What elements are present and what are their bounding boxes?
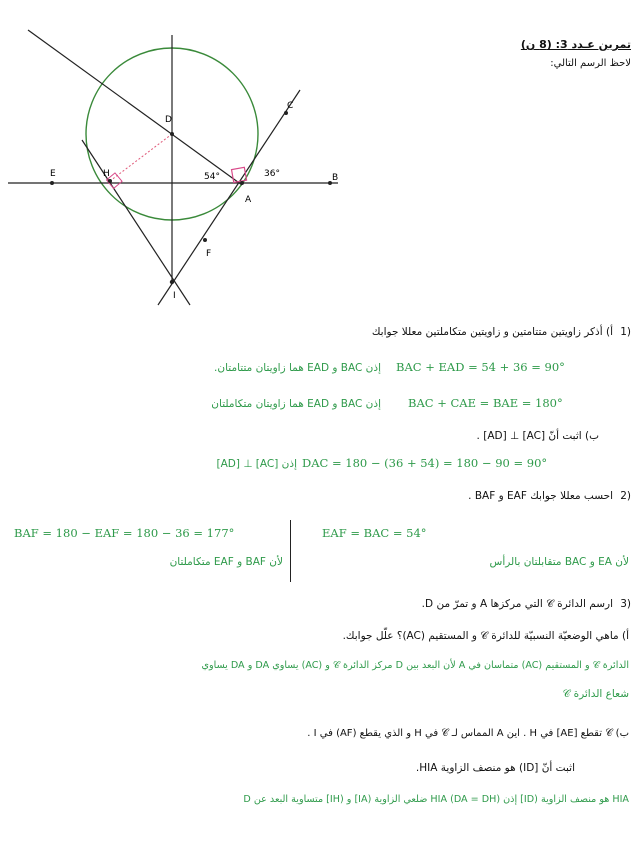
point-E [50, 181, 54, 185]
q2-question: احسب معللا جوابك EAF و BAF . [468, 490, 613, 502]
q3a-answer-line1: الدائرة 𝒞 و المستقيم (AC) متماسان في A لأن البعد بين D مركز الدائرة 𝒞 و (AC) يساوي DA و DA يساوي [201, 660, 629, 671]
q1b-question: ب) اثبت أنّ [AC] ⊥ [AD] . [476, 430, 599, 442]
q2-left-math: BAF = 180 − EAF = 180 − 36 = 177° [14, 526, 235, 540]
q1-number: 1) [620, 326, 631, 338]
q3b-sub: اثبت أنّ [ID) هو منصف الزاوية HIA. [415, 762, 575, 774]
line-IH [82, 140, 190, 305]
exercise-title: تمرين عـدد 3: (8 ن) [520, 38, 631, 51]
point-A [240, 181, 244, 185]
point-I [170, 280, 174, 284]
label-angle1: 54° [204, 172, 220, 182]
q3b-answer: D متساوية البعد عن [IH) و [IA) ضلعي الزاوية HIA (DA = DH) إذن [ID) هو منصف الزاوية HIA [243, 794, 629, 805]
label-angle2: 36° [264, 169, 280, 179]
q2-right-math: EAF = BAC = 54° [322, 526, 427, 540]
point-F [203, 238, 207, 242]
q1b-answer-text: إذن [AC] ⊥ [AD] [216, 458, 297, 470]
label-F: F [206, 249, 212, 259]
q3a-question: أ) ماهي الوضعيّة النسبيّة للدائرة 𝒞 و المستقيم (AC)؟ علّل جوابك. [342, 630, 629, 642]
q1a-answer1-text: إذن BAC و EAD هما زاويتان متتامتان. [214, 362, 381, 374]
point-H [108, 179, 112, 183]
q1a-answer2-text: إذن BAC و EAD هما زاويتان متكاملتان [211, 398, 381, 410]
label-D: D [165, 115, 172, 125]
label-B: B [332, 173, 339, 183]
label-I: I [173, 291, 176, 301]
divider [290, 520, 291, 582]
segment-DH [110, 134, 172, 181]
q2-right-text: لأن EA و BAC متقابلتان بالرأس [489, 556, 629, 568]
label-E: E [50, 169, 56, 179]
q1a-question: أ) أذكر زاويتين متتامتين و زاويتين متكاملتين معللا جوابك [371, 326, 613, 338]
q2-left-text: لأن BAF و EAF متكاملتان [169, 556, 283, 568]
q1a-answer1-math: BAC + EAD = 54 + 36 = 90° [396, 360, 565, 374]
q3b-question: ب) 𝒞 تقطع [AE] في H . اين A المماس لـ 𝒞 في H و الذي يقطع (AF) في I . [307, 728, 629, 739]
line-IC [158, 90, 300, 305]
q1b-answer-math: DAC = 180 − (36 + 54) = 180 − 90 = 90° [302, 456, 548, 470]
q3-question: ارسم الدائرة 𝒞 التي مركزها A و تمرّ من D. [421, 598, 613, 610]
line-through-D [28, 30, 242, 185]
q1a-answer2-math: BAC + CAE = BAE = 180° [408, 396, 563, 410]
label-A: A [245, 195, 252, 205]
label-H: H [103, 169, 110, 179]
exercise-subtitle: لاحظ الرسم التالي: [550, 58, 631, 69]
q3-number: 3) [620, 598, 631, 610]
label-C: C [287, 101, 294, 111]
geometry-figure [0, 0, 400, 320]
point-D [170, 132, 174, 136]
q3a-answer-line2: شعاع الدائرة 𝒞 [562, 688, 629, 700]
q2-number: 2) [620, 490, 631, 502]
point-C [284, 111, 288, 115]
